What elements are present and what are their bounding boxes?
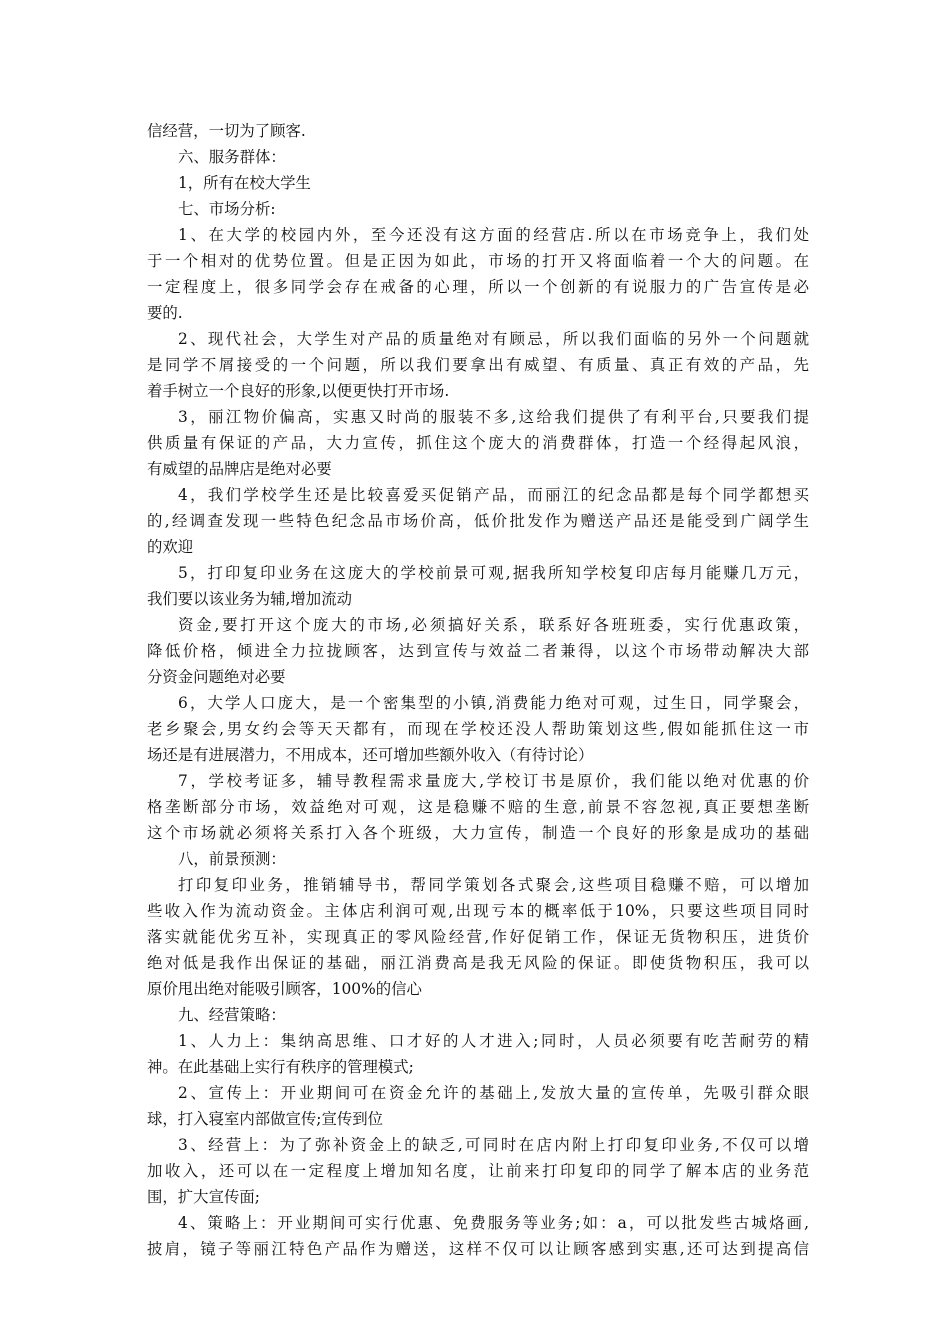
text-line: 一定程度上，很多同学会存在戒备的心理，所以一个创新的有说服力的广告宣传是必	[147, 278, 809, 296]
text-line: 打印复印业务，推销辅导书，帮同学策划各式聚会,这些项目稳赚不赔，可以增加	[178, 876, 809, 894]
text-line: 的,经调查发现一些特色纪念品市场价高，低价批发作为赠送产品还是能受到广阔学生	[147, 512, 809, 530]
text-line: 加收入，还可以在一定程度上增加知名度，让前来打印复印的同学了解本店的业务范	[147, 1162, 809, 1180]
text-line: 7，学校考证多，辅导教程需求量庞大,学校订书是原价，我们能以绝对优惠的价	[178, 772, 809, 790]
text-line: 于一个相对的优势位置。但是正因为如此，市场的打开又将面临着一个大的问题。在	[147, 252, 809, 270]
text-line: 降低价格，倾进全力拉拢顾客，达到宣传与效益二者兼得，以这个市场带动解决大部	[147, 642, 809, 660]
text-line: 4、策略上：开业期间可实行优惠、免费服务等业务;如：a，可以批发些古城烙画,	[178, 1214, 809, 1232]
text-line: 的欢迎	[147, 538, 194, 556]
text-line: 八，前景预测：	[178, 850, 286, 868]
text-line: 是同学不屑接受的一个问题，所以我们要拿出有威望、有质量、真正有效的产品，先	[147, 356, 809, 374]
text-line: 神。在此基础上实行有秩序的管理模式;	[147, 1058, 414, 1076]
text-line: 围，扩大宣传面;	[147, 1188, 260, 1206]
text-line: 1、在大学的校园内外，至今还没有这方面的经营店.所以在市场竞争上，我们处	[178, 226, 809, 244]
document-page	[147, 118, 809, 1262]
text-line: 6，大学人口庞大，是一个密集型的小镇,消费能力绝对可观，过生日，同学聚会，	[178, 694, 809, 712]
text-line: 六、服务群体：	[178, 148, 286, 166]
text-line: 分资金问题绝对必要	[147, 668, 286, 686]
text-line: 1、人力上：集纳高思维、口才好的人才进入;同时，人员必须要有吃苦耐劳的精	[178, 1032, 809, 1050]
text-line: 2、宣传上：开业期间可在资金允许的基础上,发放大量的宣传单，先吸引群众眼	[178, 1084, 809, 1102]
text-line: 落实就能优劣互补，实现真正的零风险经营,作好促销工作，保证无货物积压，进货价	[147, 928, 809, 946]
text-line: 要的.	[147, 304, 183, 322]
text-line: 这个市场就必须将关系打入各个班级，大力宣传，制造一个良好的形象是成功的基础	[147, 824, 809, 842]
text-line: 球，打入寝室内部做宣传;宣传到位	[147, 1110, 384, 1128]
text-line: 3、经营上：为了弥补资金上的缺乏,可同时在店内附上打印复印业务,不仅可以增	[178, 1136, 809, 1154]
text-line: 着手树立一个良好的形象,以便更快打开市场.	[147, 382, 450, 400]
text-line: 场还是有进展潜力，不用成本，还可增加些额外收入（有待讨论）	[147, 746, 594, 764]
text-line: 格垄断部分市场，效益绝对可观，这是稳赚不赔的生意,前景不容忽视,真正要想垄断	[147, 798, 809, 816]
text-line: 我们要以该业务为辅,增加流动	[147, 590, 352, 608]
text-line: 原价甩出绝对能吸引顾客，100%的信心	[147, 980, 422, 998]
text-line: 绝对低是我作出保证的基础，丽江消费高是我无风险的保证。即使货物积压，我可以	[147, 954, 809, 972]
text-line: 老乡聚会,男女约会等天天都有，而现在学校还没人帮助策划这些,假如能抓住这一市	[147, 720, 809, 738]
text-line: 1，所有在校大学生	[178, 174, 311, 192]
text-line: 信经营，一切为了顾客.	[147, 122, 306, 140]
text-line: 4，我们学校学生还是比较喜爱买促销产品，而丽江的纪念品都是每个同学都想买	[178, 486, 809, 504]
text-line: 供质量有保证的产品，大力宣传，抓住这个庞大的消费群体，打造一个经得起风浪，	[147, 434, 809, 452]
text-line: 2、现代社会，大学生对产品的质量绝对有顾忌，所以我们面临的另外一个问题就	[178, 330, 809, 348]
text-line: 资金,要打开这个庞大的市场,必须搞好关系，联系好各班班委，实行优惠政策，	[178, 616, 809, 634]
text-line: 披肩，镜子等丽江特色产品作为赠送，这样不仅可以让顾客感到实惠,还可达到提高信	[147, 1240, 809, 1258]
text-line: 3，丽江物价偏高，实惠又时尚的服装不多,这给我们提供了有利平台,只要我们提	[178, 408, 809, 426]
text-line: 七、市场分析:	[178, 200, 276, 218]
text-line: 些收入作为流动资金。主体店利润可观,出现亏本的概率低于10%，只要这些项目同时	[147, 902, 809, 920]
text-line: 有威望的品牌店是绝对必要	[147, 460, 332, 478]
text-line: 5，打印复印业务在这庞大的学校前景可观,据我所知学校复印店每月能赚几万元，	[178, 564, 809, 582]
text-line: 九、经营策略：	[178, 1006, 286, 1024]
